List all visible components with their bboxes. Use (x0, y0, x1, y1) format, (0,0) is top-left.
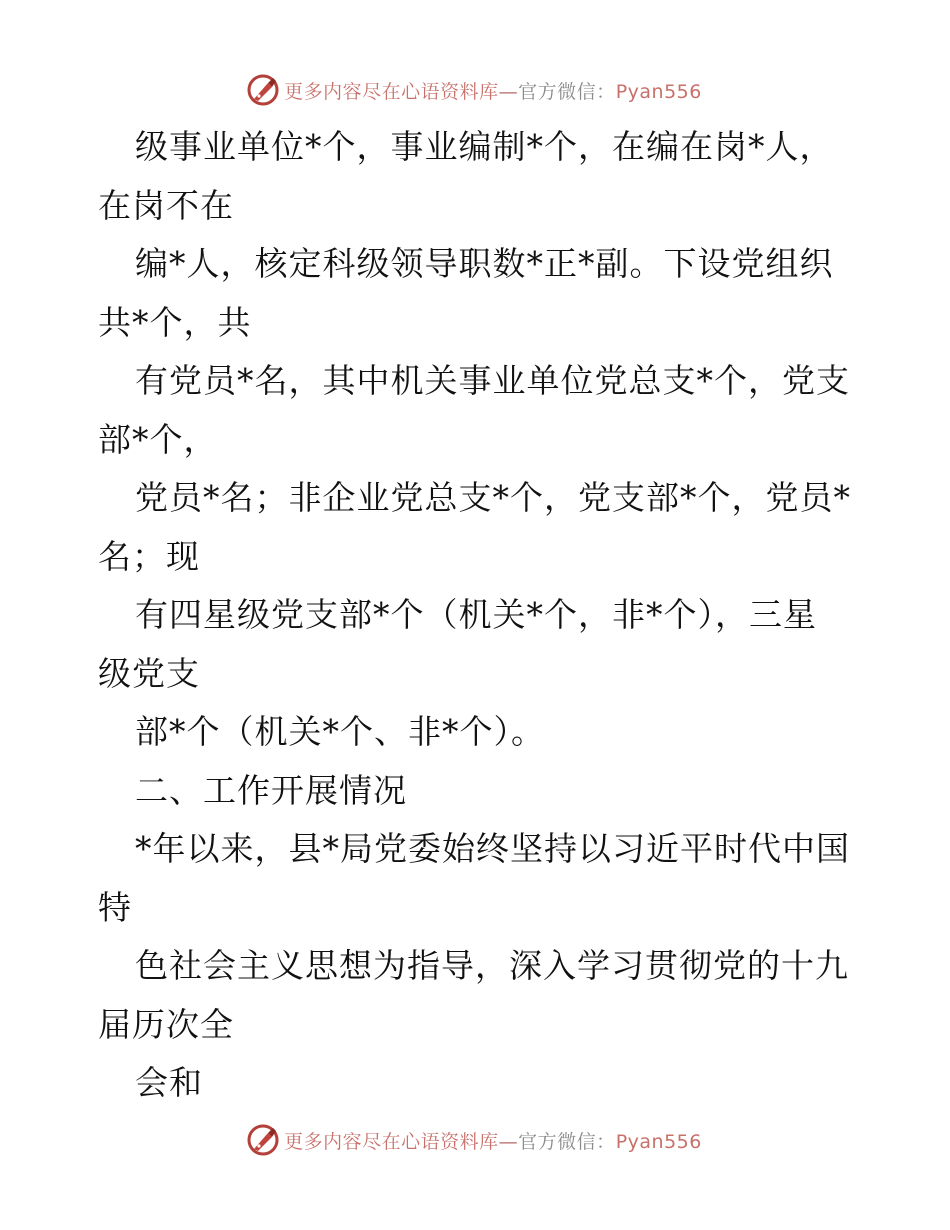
section-heading: 二、工作开展情况 (135, 770, 407, 810)
paragraph-line: 共*个，共 (98, 302, 252, 342)
paragraph-line: 名；现 (98, 536, 200, 576)
pen-nib-logo-icon (246, 73, 280, 107)
paragraph-line: 级党支 (98, 653, 200, 693)
paragraph-line: 在岗不在 (98, 185, 234, 225)
paragraph-line: 色社会主义思想为指导，深入学习贯彻党的十九 (135, 946, 849, 985)
paragraph-line: 部*个， (98, 419, 218, 459)
paragraph-line: 特 (98, 887, 132, 927)
pen-nib-logo-icon (246, 1123, 280, 1157)
watermark-text: 更多内容尽在心语资料库—官方微信：Pyan556 (284, 1130, 702, 1153)
paragraph-line: 编*人，核定科级领导职数*正*副。下设党组织 (135, 244, 834, 283)
paragraph-line: 党员*名；非企业党总支*个，党支部*个，党员* (135, 478, 851, 517)
paragraph-line: 级事业单位*个，事业编制*个，在编在岗*人， (135, 127, 834, 166)
paragraph-line: 有党员*名，其中机关事业单位党总支*个，党支 (135, 361, 850, 400)
header-watermark-banner (0, 68, 950, 112)
paragraph-line: *年以来，县*局党委始终坚持以习近平时代中国 (135, 829, 850, 868)
paragraph-line: 届历次全 (98, 1004, 234, 1044)
watermark-text: 更多内容尽在心语资料库—官方微信：Pyan556 (284, 80, 702, 103)
footer-watermark-banner (0, 1118, 950, 1162)
document-body (98, 118, 868, 1113)
paragraph-line: 部*个（机关*个、非*个）。 (135, 712, 545, 751)
paragraph-line: 有四星级党支部*个（机关*个，非*个），三星 (135, 595, 817, 634)
paragraph-line: 会和 (135, 1063, 203, 1102)
